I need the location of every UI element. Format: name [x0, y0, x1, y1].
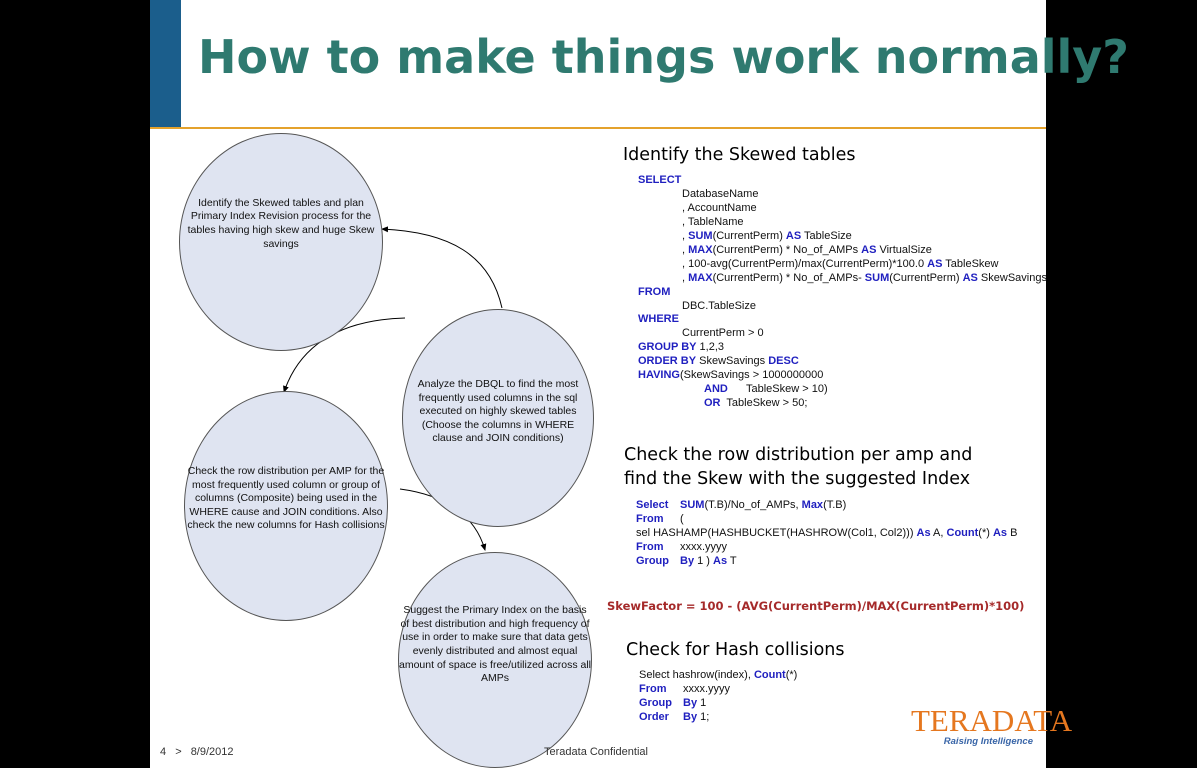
sql-line: By 1;	[683, 711, 710, 723]
sql-line: From	[636, 541, 664, 553]
heading-row-distribution-2: find the Skew with the suggested Index	[624, 469, 971, 489]
skew-factor-formula: SkewFactor = 100 - (AVG(CurrentPerm)/MAX(CurrentPerm)*100)	[607, 599, 1025, 613]
footer-confidential: Teradata Confidential	[544, 746, 648, 758]
step-check-circle	[184, 391, 388, 621]
sql-line: Select hashrow(index), Count(*)	[639, 669, 798, 681]
sql-line: Group	[636, 555, 669, 567]
sql-line: Select	[636, 499, 669, 511]
page-separator: >	[175, 746, 182, 758]
sql-line: CurrentPerm > 0	[682, 327, 764, 339]
footer-page-date	[160, 746, 234, 758]
step-analyze-circle	[402, 309, 594, 527]
teradata-logo	[911, 703, 1073, 747]
sql-line: SELECT	[638, 174, 682, 186]
sql-line: DBC.TableSize	[682, 300, 756, 312]
sql-line: , MAX(CurrentPerm) * No_of_AMPs AS VirtualSize	[682, 244, 932, 256]
step-identify-text: Identify the Skewed tables and plan Primary Index Revision process for the tables having high skew and huge Skew savings	[187, 196, 375, 250]
sql-line: WHERE	[638, 313, 679, 325]
sql-line: , SUM(CurrentPerm) AS TableSize	[682, 230, 852, 242]
sql-line: From	[639, 683, 667, 695]
logo-wordmark: TERADATA	[911, 703, 1073, 738]
slide	[150, 0, 1129, 768]
slide-date: 8/9/2012	[190, 746, 234, 758]
sql-line: sel HASHAMP(HASHBUCKET(HASHROW(Col1, Col2))) As A, Count(*) As B	[636, 527, 1018, 539]
sql-line: SUM(T.B)/No_of_AMPs, Max(T.B)	[680, 499, 847, 511]
step-check-text: Check the row distribution per AMP for the most frequently used column or group of columns (Composite) being used in the WHERE cause and JOIN conditions. Also check the new columns for Hash collisions	[187, 465, 385, 532]
sql-line: (	[680, 513, 684, 525]
sql-line: , 100-avg(CurrentPerm)/max(CurrentPerm)*100.0 AS TableSkew	[682, 258, 999, 270]
arrow-analyze-to-identify	[382, 229, 502, 308]
sql-line: DatabaseName	[682, 188, 759, 200]
sql-line: Group	[639, 697, 672, 709]
step-identify-circle	[179, 133, 383, 351]
heading-row-distribution-1: Check the row distribution per amp and	[624, 445, 973, 465]
sql-line: Order	[639, 711, 669, 723]
sql-line: , MAX(CurrentPerm) * No_of_AMPs- SUM(CurrentPerm) AS SkewSavings	[682, 272, 1047, 284]
sql-line: By 1 ) As T	[680, 555, 737, 567]
page-number: 4	[160, 746, 167, 758]
sql-line: GROUP BY 1,2,3	[638, 341, 725, 353]
step-suggest-circle	[398, 552, 592, 768]
sql-line: HAVING(SkewSavings > 1000000000	[638, 369, 824, 381]
step-suggest-text: Suggest the Primary Index on the basis of best distribution and high frequency of use in order to make sure that data gets evenly distributed and almost equal amount of space is free/utilized across all AMPs	[399, 604, 592, 685]
logo-tagline: Raising Intelligence	[943, 736, 1033, 747]
sql-line: , AccountName	[682, 202, 757, 214]
heading-identify-skewed: Identify the Skewed tables	[623, 145, 856, 165]
sql-line: ORDER BY SkewSavings DESC	[638, 355, 799, 367]
sql-line: xxxx.yyyy	[683, 683, 731, 695]
flow-arrows	[150, 0, 1073, 768]
slide-title: How to make things work normally?	[198, 30, 1129, 84]
heading-hash-collisions: Check for Hash collisions	[626, 640, 845, 660]
sql-line: FROM	[638, 286, 671, 298]
sql-line: By 1	[683, 697, 707, 709]
sql-line: OR TableSkew > 50;	[704, 397, 808, 409]
sql-line: , TableName	[682, 216, 744, 228]
sql-line: xxxx.yyyy	[680, 541, 728, 553]
sql-line: From	[636, 513, 664, 525]
step-analyze-text: Analyze the DBQL to find the most frequently used columns in the sql executed on highly skewed tables (Choose the columns in WHERE clause and JOIN conditions)	[417, 378, 579, 445]
sql-line: AND TableSkew > 10)	[704, 383, 828, 395]
